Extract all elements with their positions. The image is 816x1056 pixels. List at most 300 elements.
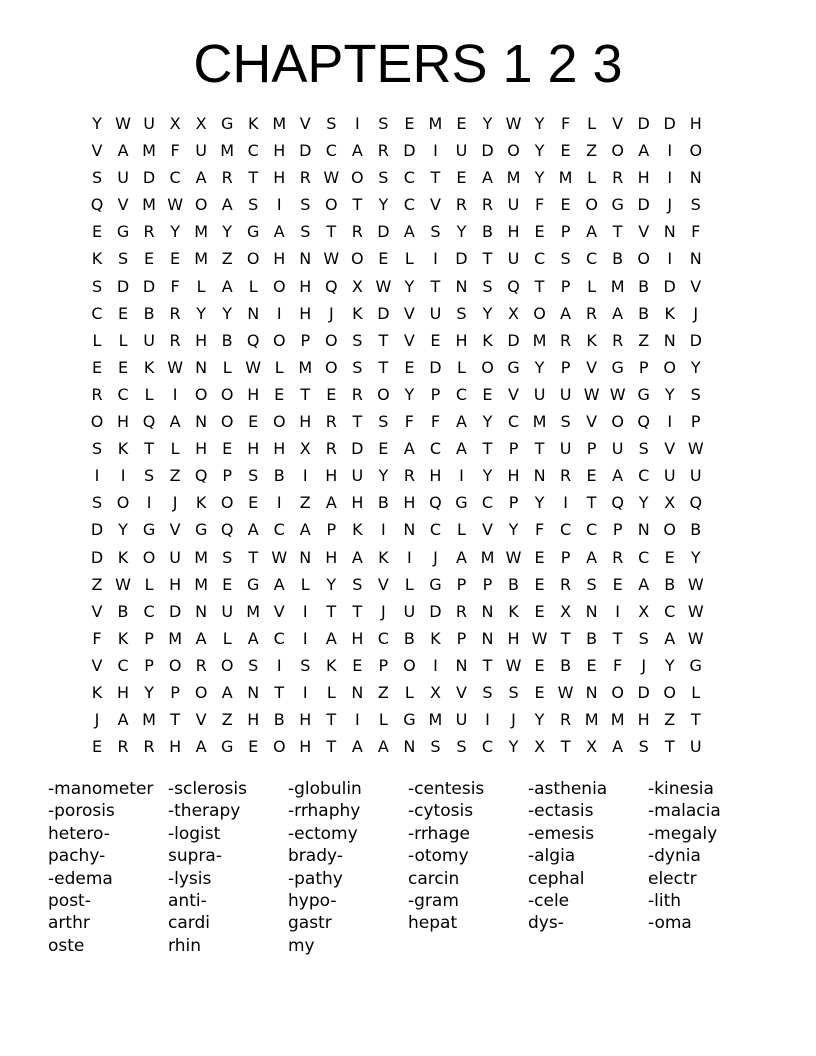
grid-letter: T xyxy=(352,195,363,215)
grid-letter: N xyxy=(403,737,416,757)
grid-letter: N xyxy=(299,249,312,269)
grid-letter: Y xyxy=(482,114,493,133)
grid-letter: N xyxy=(585,682,598,702)
grid-letter: N xyxy=(195,601,208,621)
word-list-item: -gram xyxy=(408,890,459,911)
word-list-item: -malacia xyxy=(648,801,721,822)
grid-letter: N xyxy=(663,330,676,350)
grid-letter: H xyxy=(195,330,208,350)
grid-letter: V xyxy=(586,357,598,377)
grid-letter: Y xyxy=(534,141,545,161)
grid-letter: A xyxy=(117,710,129,730)
word-list-item: -kinesia xyxy=(648,779,714,799)
grid-letter: B xyxy=(273,710,285,730)
grid-letter: O xyxy=(220,493,234,513)
word-list-item: supra- xyxy=(168,846,222,867)
grid-letter: S xyxy=(482,682,493,702)
grid-letter: E xyxy=(612,574,623,594)
grid-letter: E xyxy=(664,547,675,567)
grid-letter: L xyxy=(170,439,180,459)
grid-letter: X xyxy=(534,737,546,757)
grid-letter: D xyxy=(299,141,312,161)
grid-letter: K xyxy=(352,520,363,540)
grid-letter: H xyxy=(637,710,650,730)
grid-letter: P xyxy=(612,520,623,540)
grid-letter: U xyxy=(533,384,546,404)
grid-letter: U xyxy=(507,195,520,215)
grid-letter: T xyxy=(326,601,337,621)
grid-letter: M xyxy=(428,114,443,133)
grid-letter: S xyxy=(248,655,259,675)
grid-letter: M xyxy=(194,574,209,594)
grid-letter: Q xyxy=(689,493,703,513)
grid-letter: A xyxy=(403,439,415,459)
grid-letter: I xyxy=(146,493,152,513)
grid-letter: O xyxy=(403,655,416,675)
grid-letter: P xyxy=(482,574,493,594)
grid-letter: F xyxy=(430,412,441,432)
word-list-item: hepat xyxy=(408,913,458,934)
grid-letter: F xyxy=(613,655,623,675)
grid-letter: U xyxy=(169,547,181,567)
word-list-item: gastr xyxy=(288,913,332,934)
grid-letter: Y xyxy=(144,682,154,702)
grid-letter: P xyxy=(456,574,467,594)
grid-letter: V xyxy=(586,412,598,432)
grid-letter: W xyxy=(115,574,131,594)
grid-letter: U xyxy=(117,168,129,188)
letter-grid xyxy=(84,110,734,760)
grid-letter: X xyxy=(169,114,181,133)
grid-letter: C xyxy=(377,628,389,648)
grid-letter: R xyxy=(403,466,415,486)
grid-letter: A xyxy=(247,628,259,648)
grid-letter: S xyxy=(482,276,493,296)
grid-letter: A xyxy=(612,466,624,486)
grid-letter: E xyxy=(144,249,155,269)
grid-letter: F xyxy=(92,628,102,648)
grid-letter: P xyxy=(560,222,571,242)
grid-letter: I xyxy=(563,493,568,513)
grid-letter: O xyxy=(116,493,130,513)
grid-letter: V xyxy=(169,520,181,540)
grid-letter: O xyxy=(272,276,286,296)
grid-letter: U xyxy=(559,439,572,459)
grid-row xyxy=(84,544,734,571)
grid-letter: D xyxy=(637,114,650,133)
grid-letter: E xyxy=(170,249,181,269)
grid-letter: I xyxy=(407,547,412,567)
grid-letter: Y xyxy=(534,710,545,730)
grid-letter: V xyxy=(195,710,207,730)
grid-letter: T xyxy=(482,655,493,675)
grid-letter: R xyxy=(351,222,363,242)
grid-letter: Y xyxy=(534,114,545,133)
grid-letter: W xyxy=(687,628,704,648)
grid-letter: H xyxy=(169,737,182,757)
grid-letter: Y xyxy=(222,222,233,242)
grid-letter: Y xyxy=(326,574,337,594)
grid-letter: C xyxy=(325,141,337,161)
grid-letter: I xyxy=(433,655,438,675)
grid-letter: D xyxy=(429,601,442,621)
grid-letter: Q xyxy=(429,493,442,513)
grid-letter: D xyxy=(377,303,390,323)
grid-letter: K xyxy=(326,655,337,675)
grid-letter: N xyxy=(455,276,468,296)
grid-letter: G xyxy=(220,737,234,757)
grid-letter: E xyxy=(248,493,259,513)
grid-letter: A xyxy=(325,493,337,513)
grid-letter: S xyxy=(326,114,337,133)
grid-letter: S xyxy=(352,357,363,377)
grid-letter: P xyxy=(560,357,571,377)
grid-letter: N xyxy=(247,303,260,323)
grid-letter: S xyxy=(300,195,311,215)
grid-letter: N xyxy=(637,520,650,540)
grid-letter: C xyxy=(117,384,129,404)
grid-letter: D xyxy=(481,141,494,161)
grid-letter: S xyxy=(638,439,649,459)
grid-letter: B xyxy=(481,222,493,242)
grid-letter: Y xyxy=(404,276,415,296)
grid-letter: Q xyxy=(507,276,520,296)
word-list-item: my xyxy=(288,935,315,956)
grid-letter: H xyxy=(507,628,520,648)
grid-letter: L xyxy=(587,276,597,296)
grid-letter: M xyxy=(532,412,547,432)
grid-letter: Y xyxy=(508,520,519,540)
grid-letter: I xyxy=(302,628,308,648)
grid-letter: R xyxy=(586,303,598,323)
grid-letter: A xyxy=(117,141,129,161)
grid-letter: P xyxy=(300,330,311,350)
grid-letter: T xyxy=(326,222,337,242)
grid-letter: Y xyxy=(690,547,701,567)
grid-letter: O xyxy=(585,195,598,215)
grid-letter: E xyxy=(586,655,597,675)
grid-letter: K xyxy=(508,601,519,621)
word-list-item: -algia xyxy=(528,846,576,867)
grid-letter: L xyxy=(326,682,336,702)
grid-letter: T xyxy=(352,601,363,621)
grid-letter: T xyxy=(612,222,623,242)
grid-letter: X xyxy=(429,682,441,702)
grid-letter: L xyxy=(404,249,414,269)
grid-letter: G xyxy=(220,114,234,133)
grid-letter: M xyxy=(480,547,495,567)
grid-letter: R xyxy=(351,384,363,404)
grid-letter: P xyxy=(144,628,154,648)
grid-letter: H xyxy=(169,574,182,594)
grid-letter: W xyxy=(531,628,548,648)
word-list-item: post- xyxy=(48,890,91,911)
word-list-item: -asthenia xyxy=(528,779,608,799)
grid-letter: T xyxy=(352,412,363,432)
grid-letter: C xyxy=(481,493,494,513)
grid-letter: T xyxy=(482,249,493,269)
grid-letter: M xyxy=(272,114,287,133)
grid-letter: L xyxy=(144,574,154,594)
grid-letter: O xyxy=(481,357,494,377)
grid-letter: S xyxy=(378,412,389,432)
grid-letter: V xyxy=(273,601,285,621)
grid-letter: X xyxy=(351,276,363,296)
grid-letter: N xyxy=(455,655,468,675)
grid-letter: J xyxy=(172,493,178,513)
grid-letter: S xyxy=(300,222,311,242)
grid-letter: I xyxy=(302,466,308,486)
grid-letter: W xyxy=(271,547,288,567)
grid-letter: W xyxy=(583,384,600,404)
grid-row xyxy=(84,733,734,760)
grid-letter: O xyxy=(611,412,624,432)
grid-letter: O xyxy=(194,195,208,215)
grid-letter: S xyxy=(91,439,103,459)
grid-letter: C xyxy=(403,168,415,188)
grid-letter: E xyxy=(352,655,363,675)
grid-row xyxy=(84,571,734,598)
grid-letter: S xyxy=(430,222,441,242)
grid-letter: A xyxy=(612,737,624,757)
grid-letter: E xyxy=(248,737,259,757)
grid-letter: S xyxy=(560,412,571,432)
grid-letter: E xyxy=(404,357,415,377)
grid-letter: E xyxy=(91,357,103,377)
grid-letter: L xyxy=(404,682,414,702)
grid-letter: Y xyxy=(508,737,519,757)
grid-letter: U xyxy=(689,466,702,486)
word-list-item: -cele xyxy=(528,890,570,911)
grid-letter: R xyxy=(195,655,207,675)
grid-letter: Y xyxy=(118,520,128,540)
grid-row xyxy=(84,354,734,381)
word-list-item: -ectasis xyxy=(528,801,594,822)
grid-letter: R xyxy=(143,222,155,242)
grid-letter: G xyxy=(429,574,442,594)
grid-letter: T xyxy=(170,710,180,730)
grid-letter: M xyxy=(506,168,521,188)
grid-letter: I xyxy=(276,303,282,323)
word-list-item: -centesis xyxy=(408,779,485,799)
grid-letter: X xyxy=(508,303,519,323)
grid-letter: M xyxy=(428,710,443,730)
grid-letter: R xyxy=(612,330,624,350)
grid-letter: R xyxy=(117,737,129,757)
grid-letter: U xyxy=(611,439,624,459)
grid-letter: D xyxy=(377,222,390,242)
grid-letter: A xyxy=(455,439,467,459)
grid-letter: T xyxy=(378,330,389,350)
word-list-item: -rrhage xyxy=(408,823,470,844)
grid-letter: A xyxy=(377,737,389,757)
grid-row xyxy=(84,110,734,137)
grid-letter: S xyxy=(91,493,103,513)
grid-letter: L xyxy=(587,168,597,188)
grid-letter: P xyxy=(170,682,180,702)
grid-letter: E xyxy=(482,384,493,404)
grid-letter: S xyxy=(378,168,389,188)
grid-letter: P xyxy=(690,412,701,432)
grid-letter: O xyxy=(611,682,624,702)
grid-letter: S xyxy=(586,574,597,594)
grid-letter: T xyxy=(378,357,389,377)
grid-row xyxy=(84,137,734,164)
grid-letter: N xyxy=(689,168,702,188)
grid-letter: G xyxy=(455,493,468,513)
grid-letter: P xyxy=(560,276,571,296)
grid-letter: G xyxy=(611,357,624,377)
grid-letter: T xyxy=(248,547,259,567)
word-list-item: -porosis xyxy=(48,801,115,822)
grid-letter: I xyxy=(172,384,178,404)
grid-letter: H xyxy=(247,710,260,730)
grid-letter: I xyxy=(433,249,438,269)
grid-letter: X xyxy=(638,601,650,621)
grid-letter: O xyxy=(637,249,650,269)
grid-letter: L xyxy=(144,384,154,404)
grid-letter: I xyxy=(615,601,620,621)
grid-letter: K xyxy=(482,330,493,350)
grid-letter: E xyxy=(117,303,129,323)
page-title: CHAPTERS 1 2 3 xyxy=(193,34,623,94)
grid-letter: V xyxy=(429,195,441,215)
grid-letter: A xyxy=(351,141,363,161)
word-list-item: pachy- xyxy=(48,846,106,867)
grid-letter: M xyxy=(142,141,156,161)
grid-letter: E xyxy=(456,168,467,188)
grid-letter: S xyxy=(456,303,467,323)
grid-letter: S xyxy=(352,574,363,594)
grid-letter: A xyxy=(560,303,572,323)
grid-letter: K xyxy=(586,330,597,350)
grid-letter: G xyxy=(637,384,650,404)
grid-letter: H xyxy=(299,276,312,296)
grid-letter: H xyxy=(429,466,442,486)
word-list-item: dys- xyxy=(528,913,564,934)
grid-letter: H xyxy=(507,466,520,486)
grid-letter: B xyxy=(612,249,624,269)
grid-letter: A xyxy=(325,628,337,648)
grid-letter: H xyxy=(273,168,286,188)
word-list-item: -lysis xyxy=(168,868,212,889)
grid-letter: N xyxy=(247,682,260,702)
grid-letter: Q xyxy=(142,412,156,432)
grid-letter: H xyxy=(351,628,364,648)
grid-letter: S xyxy=(91,168,103,188)
grid-row xyxy=(84,706,734,733)
grid-letter: D xyxy=(637,682,650,702)
grid-letter: G xyxy=(247,574,260,594)
word-list-item: -sclerosis xyxy=(168,779,247,799)
grid-letter: D xyxy=(90,520,104,540)
grid-letter: I xyxy=(302,682,308,702)
grid-letter: R xyxy=(169,303,181,323)
grid-letter: Y xyxy=(534,493,545,513)
word-list-item: -edema xyxy=(48,868,113,889)
grid-letter: R xyxy=(377,141,389,161)
grid-letter: I xyxy=(276,493,282,513)
grid-row xyxy=(84,245,734,272)
grid-row xyxy=(84,191,734,218)
grid-letter: H xyxy=(325,547,338,567)
grid-letter: F xyxy=(560,114,571,133)
word-list-item: -lith xyxy=(648,890,682,911)
grid-letter: A xyxy=(403,222,415,242)
word-list-item: -dynia xyxy=(648,846,701,867)
grid-letter: S xyxy=(690,195,701,215)
grid-letter: E xyxy=(222,574,233,594)
grid-letter: I xyxy=(276,655,282,675)
grid-letter: O xyxy=(689,141,703,161)
grid-letter: R xyxy=(612,547,624,567)
grid-letter: B xyxy=(638,303,650,323)
grid-letter: N xyxy=(663,222,676,242)
grid-letter: E xyxy=(560,195,571,215)
grid-letter: A xyxy=(482,168,493,188)
grid-letter: E xyxy=(534,547,545,567)
grid-letter: W xyxy=(167,357,184,377)
grid-letter: H xyxy=(273,141,286,161)
grid-letter: M xyxy=(610,276,625,296)
grid-letter: P xyxy=(638,357,649,377)
grid-row xyxy=(84,598,734,625)
grid-letter: G xyxy=(142,520,156,540)
grid-letter: B xyxy=(690,520,702,540)
grid-letter: O xyxy=(272,330,286,350)
grid-row xyxy=(84,164,734,191)
grid-letter: O xyxy=(663,357,676,377)
grid-letter: M xyxy=(558,168,573,188)
grid-letter: S xyxy=(144,466,155,486)
grid-letter: O xyxy=(220,412,234,432)
grid-letter: Y xyxy=(690,357,701,377)
grid-letter: V xyxy=(299,114,311,133)
grid-letter: R xyxy=(221,168,233,188)
word-list-item: -therapy xyxy=(168,801,241,822)
grid-letter: U xyxy=(195,141,207,161)
grid-letter: T xyxy=(560,628,571,648)
grid-letter: E xyxy=(91,222,103,242)
word-list-item: arthr xyxy=(48,913,90,934)
grid-letter: S xyxy=(300,655,311,675)
grid-letter: Q xyxy=(637,412,650,432)
grid-letter: O xyxy=(220,655,234,675)
grid-letter: Y xyxy=(534,357,545,377)
grid-letter: B xyxy=(560,655,572,675)
grid-letter: P xyxy=(378,655,389,675)
grid-letter: B xyxy=(586,628,598,648)
grid-letter: K xyxy=(664,303,675,323)
grid-letter: P xyxy=(222,466,232,486)
grid-letter: Y xyxy=(378,195,389,215)
grid-letter: O xyxy=(533,303,546,323)
grid-letter: Y xyxy=(456,222,467,242)
grid-letter: O xyxy=(377,384,390,404)
grid-letter: S xyxy=(690,384,701,404)
grid-letter: W xyxy=(115,114,131,133)
grid-letter: R xyxy=(299,168,311,188)
grid-letter: Y xyxy=(534,168,545,188)
grid-letter: Y xyxy=(92,114,102,133)
grid-letter: A xyxy=(351,737,363,757)
grid-letter: O xyxy=(507,141,520,161)
grid-letter: E xyxy=(534,574,545,594)
grid-letter: P xyxy=(430,384,441,404)
grid-letter: T xyxy=(326,737,337,757)
grid-row xyxy=(84,489,734,516)
grid-letter: I xyxy=(120,466,126,486)
